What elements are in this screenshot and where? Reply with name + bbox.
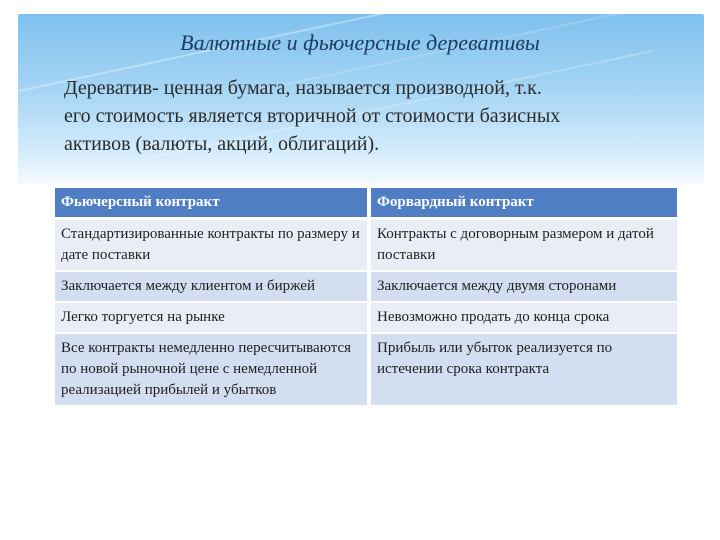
table-cell: Заключается между двумя сторонами [369,271,677,302]
table-row [55,219,677,272]
table-cell: Все контракты немедленно пересчитываются по новой рыночной цене с немедленной реализацией прибылей и убытков [55,333,369,406]
table-row [55,302,677,333]
table-row [55,333,677,406]
table-cell: Стандартизированные контракты по размеру и дате поставки [55,219,369,272]
table-cell: Заключается между клиентом и биржей [55,271,369,302]
intro-line: Дерeватив- ценная бумага, называется производной, т.к. [64,77,542,99]
slide-title: Валютные и фьючерсные дерeвативы [180,30,540,55]
column-header-futures: Фьючерсный контракт [55,188,369,219]
table-cell: Невозможно продать до конца срока [369,302,677,333]
column-header-forward: Форвардный контракт [369,188,677,219]
table-header-row [55,188,677,219]
table-cell: Легко торгуется на рынке [55,302,369,333]
table-row [55,271,677,302]
intro-line: его стоимость является вторичной от стоимости базисных [64,105,561,127]
comparison-table [55,188,677,407]
table-cell: Прибыль или убыток реализуется по истечении срока контракта [369,333,677,406]
table-cell: Контракты с договорным размером и датой поставки [369,219,677,272]
intro-text [64,74,674,158]
intro-line: активов (валюты, акций, облигаций). [64,133,380,155]
